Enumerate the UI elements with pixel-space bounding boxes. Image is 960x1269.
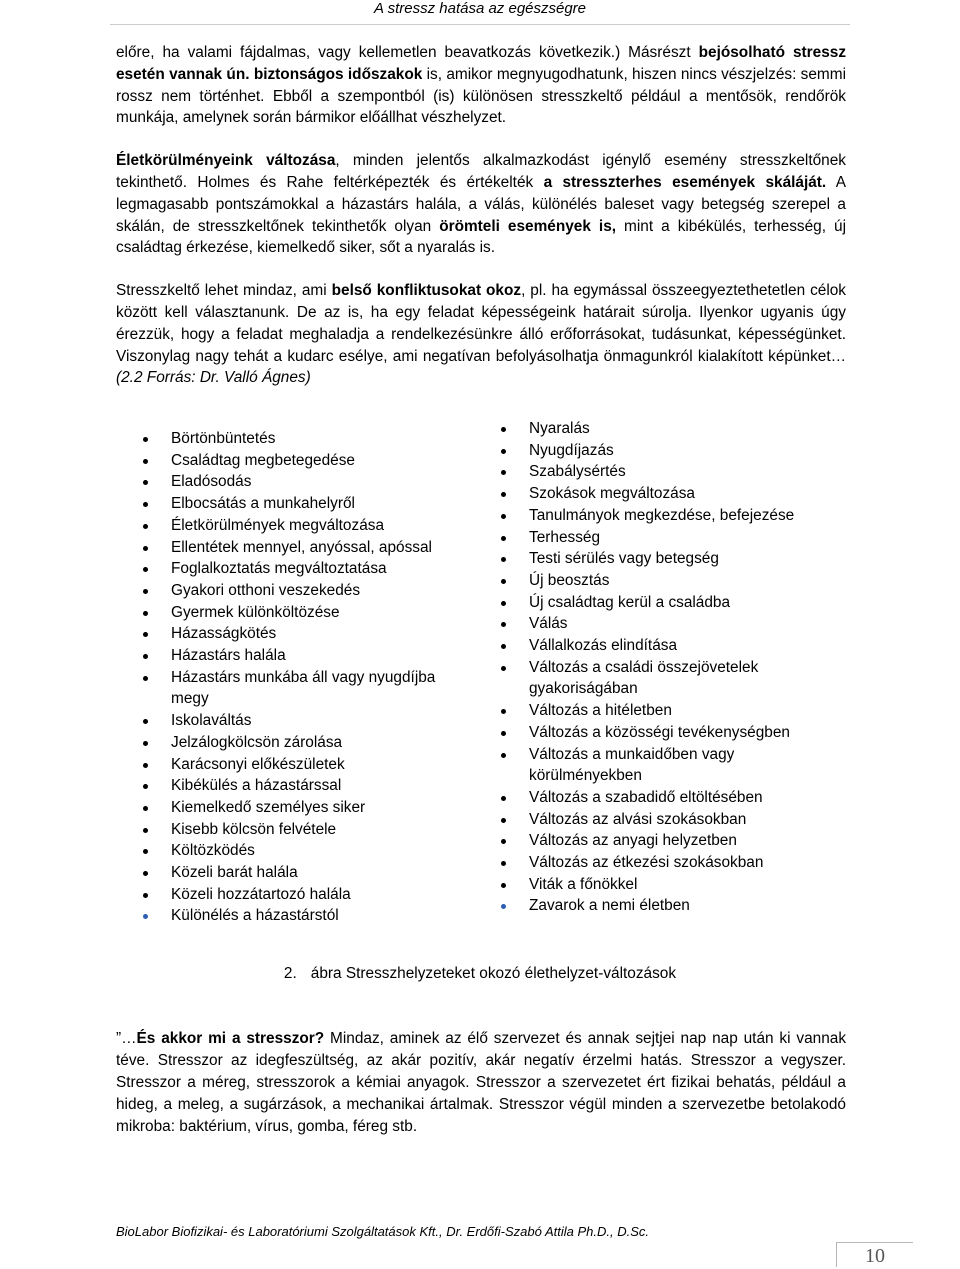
bullet-icon [143,893,148,898]
list-item [116,797,456,819]
figure-caption-text: ábra Stresszhelyzeteket okozó élethelyzet-változások [310,965,677,982]
list-item [474,852,846,874]
list-item-text: Nyugdíjazás [529,441,614,459]
life-events-list-right [474,418,846,917]
list-item-text: Házastárs halála [171,647,286,665]
list-item [116,862,456,884]
text-segment: előre, ha valami fájdalmas, vagy kellemetlen beavatkozás következik.) Másrészt [116,44,699,61]
bullet-icon [501,644,506,649]
list-item-text: Családtag megbetegedése [171,451,355,469]
list-item [116,732,456,754]
bullet-icon [501,796,506,801]
text-segment: A legmagasabb pontszámokkal a házastárs halála, a válás, különélés baleset vagy betegség szerepel a skálán, de stresszkeltőnek tekinthetők olyan [116,173,846,235]
bullet-icon [143,719,148,724]
list-item-text: Foglalkoztatás megváltoztatása [171,560,387,578]
bullet-icon [501,470,506,475]
list-item [116,645,456,667]
list-item-text: Zavarok a nemi életben [529,897,690,915]
list-item-text: Különélés a házastárstól [171,907,339,925]
list-item [474,483,846,505]
list-item-text: Szokások megváltozása [529,485,695,503]
list-item [116,884,456,906]
bullet-icon [143,676,148,681]
bullet-icon [143,567,148,572]
list-item [116,905,456,927]
text-segment-bold: belső konfliktusokat okoz [331,282,522,300]
list-item [116,493,456,515]
bullet-icon [501,818,506,823]
body-text [116,42,846,410]
list-item-text: Kiemelkedő személyes siker [171,798,366,816]
paragraph-3 [116,280,846,389]
bullet-icon [143,806,148,811]
life-events-lists [116,418,846,938]
bullet-icon [501,731,506,736]
stressor-paragraph [116,1028,846,1138]
bullet-icon [143,763,148,768]
text-segment: is, amikor megnyugodhatunk, hiszen nincs vészjelzés: semmi rossz nem történhet. Ebből a szempontból (is) különösen stresszkeltő például a mentősök, rendőrök munkája, amelynek során bármikor előállhat vészhelyzet. [116,65,846,127]
list-item [116,754,456,776]
bullet-icon [143,784,148,789]
footer-text: BioLabor Biofizikai- és Laboratóriumi Szolgáltatások Kft., Dr. Erdőfi-Szabó Attila Ph.D., D.Sc. [116,1224,649,1239]
bullet-icon [143,632,148,637]
bullet-icon [501,904,506,909]
list-item [474,570,846,592]
list-item [474,461,846,483]
source-citation: (2.2 Forrás: Dr. Valló Ágnes) [116,369,311,387]
bullet-icon [501,883,506,888]
list-item-text: Változás az étkezési szokásokban [529,854,764,872]
list-item [116,710,456,732]
bullet-icon [143,871,148,876]
list-item-text: Változás a családi összejövetelek gyakoriságában [529,658,759,698]
header-divider [110,24,850,25]
list-item-text: Közeli hozzátartozó halála [171,885,351,903]
bullet-icon [143,437,148,442]
list-item-text: Új családtag kerül a családba [529,593,731,611]
bullet-icon [501,861,506,866]
list-item [116,775,456,797]
list-item-text: Életkörülmények megváltozása [171,516,385,534]
list-item-text: Házastárs munkába áll vagy nyugdíjba megy [171,668,436,708]
list-item-text: Kibékülés a házastárssal [171,777,342,795]
text-segment-bold: örömteli események is, [439,217,617,235]
list-item-text: Változás a közösségi tevékenységben [529,723,790,741]
list-item [474,722,846,744]
list-item-text: Házasságkötés [171,625,277,643]
figure-caption [0,963,960,985]
life-events-list-left [116,428,456,927]
list-item-text: Új beosztás [529,571,610,589]
text-segment: Mindaz, aminek az élő szervezet és annak sejtjei nap nap után ki vannak téve. Stresszor az idegfeszültség, az akár pozitív, akár negatív érzelmi hatás. Stresszor a vegyszer. Stresszor a méreg, stresszorok a kémiai anyagok. Stresszor a szervezetet ért fizikai behatás, például a hideg, a meleg, a sugárzások, a mechanikai ártalmak. Stresszor végül minden a szervezetbe betolakodó mikroba: baktérium, vírus, gomba, féreg stb. [116,1030,847,1135]
paragraph-2 [116,150,846,259]
page-header [0,0,960,26]
list-item-text: Tanulmányok megkezdése, befejezése [529,506,795,524]
page-footer [116,1224,836,1240]
bullet-icon [501,579,506,584]
list-item [116,558,456,580]
list-item [474,527,846,549]
list-item [474,440,846,462]
list-item-text: Iskolaváltás [171,712,252,730]
list-item-text: Változás a hitéletben [529,702,672,720]
list-item-text: Karácsonyi előkészületek [171,755,345,773]
text-segment-bold: bejósolható stressz esetén vannak ún. biztonságos időszakok [116,44,847,83]
list-item [474,635,846,657]
bullet-icon [501,492,506,497]
list-item-text: Közeli barát halála [171,864,298,882]
list-item [116,450,456,472]
bullet-icon [501,839,506,844]
list-item [116,471,456,493]
list-item-text: Változás a munkaidőben vagy körülményekben [529,745,735,785]
text-segment-bold: És akkor mi a stresszor? [136,1030,325,1047]
bullet-icon [143,502,148,507]
list-item-text: Viták a főnökkel [529,875,638,893]
list-item [474,874,846,896]
list-item [116,840,456,862]
list-item-text: Gyakori otthoni veszekedés [171,581,361,599]
list-item [474,809,846,831]
list-item-text: Kisebb kölcsön felvétele [171,820,337,838]
list-item [474,657,846,700]
list-item-text: Változás az alvási szokásokban [529,810,747,828]
list-item-text: Nyaralás [529,420,590,437]
list-item [116,623,456,645]
text-segment: ”… [116,1030,137,1047]
bullet-icon [501,557,506,562]
list-item [474,700,846,722]
figure-number: 2. [283,965,297,982]
list-item [474,592,846,614]
bullet-icon [143,654,148,659]
bullet-icon [501,601,506,606]
list-item [474,505,846,527]
bullet-icon [501,753,506,758]
bullet-icon [143,828,148,833]
list-item-text: Gyermek különköltözése [171,603,340,621]
list-item-text: Szabálysértés [529,463,626,481]
bullet-icon [143,546,148,551]
page-number-box [836,1242,913,1267]
header-title: A stressz hatása az egészségre [373,0,587,17]
text-segment: mint a kibékülés, terhesség, új családtag érkezése, kiemelkedő siker, sőt a nyaralás is. [116,217,846,257]
list-item-text: Testi sérülés vagy betegség [529,550,719,568]
list-item [116,580,456,602]
list-item-text: Változás az anyagi helyzetben [529,832,737,850]
page-number: 10 [865,1245,885,1267]
list-item [474,787,846,809]
list-item [474,548,846,570]
list-item-text: Eladósodás [171,473,252,491]
bullet-icon [143,849,148,854]
list-item [474,895,846,917]
bullet-icon [143,741,148,746]
text-segment: , minden jelentős alkalmazkodást igénylő esemény stresszkeltőnek tekinthető. Holmes és Rahe feltérképezték és értékelték [116,152,846,191]
paragraph-1 [116,42,846,129]
list-item [474,830,846,852]
list-item [474,613,846,635]
list-item-text: Elbocsátás a munkahelyről [171,495,355,513]
list-item [116,537,456,559]
list-item [116,819,456,841]
bullet-icon [501,666,506,671]
list-item [116,428,456,450]
list-item [116,602,456,624]
list-item-text: Költözködés [171,842,255,860]
bullet-icon [143,589,148,594]
bullet-icon [143,524,148,529]
list-item-text: Terhesség [529,528,601,546]
list-item-text: Jelzálogkölcsön zárolása [171,733,343,751]
bullet-icon [501,427,506,432]
list-item [116,515,456,537]
bullet-icon [501,709,506,714]
bullet-icon [501,622,506,627]
list-item [116,667,456,710]
text-segment: Stresszkeltő lehet mindaz, ami [116,282,332,300]
bullet-icon [501,514,506,519]
text-segment-bold: a stresszterhes események skáláját. [543,173,827,191]
text-segment: , pl. ha egymással összeegyeztethetetlen célok között kell választanunk. De az is, ha egy feladat képességeink határait súrolja. Ilyenkor ugyanis úgy érezzük, hogy a feladat meghaladja a rendelkezésünkre álló erőforrásokat, tudásunkat, képességünket. Viszonylag nagy tehát a kudarc esélye, ami negatívan befolyásolhatja önmagunkról kialakított képünket… [116,282,847,365]
bullet-icon [143,480,148,485]
list-item-text: Változás a szabadidő eltöltésében [529,788,763,806]
list-item-text: Ellentétek mennyel, anyóssal, apóssal [171,538,432,556]
bullet-icon [501,536,506,541]
bullet-icon [501,449,506,454]
list-item-text: Vállalkozás elindítása [529,637,678,655]
list-item-text: Válás [529,615,568,633]
bullet-icon [143,914,148,919]
bullet-icon [143,611,148,616]
list-item-text: Börtönbüntetés [171,430,276,447]
text-segment-bold: Életkörülményeink változása [116,152,336,170]
list-item [474,418,846,440]
bullet-icon [143,459,148,464]
list-item [474,744,846,787]
